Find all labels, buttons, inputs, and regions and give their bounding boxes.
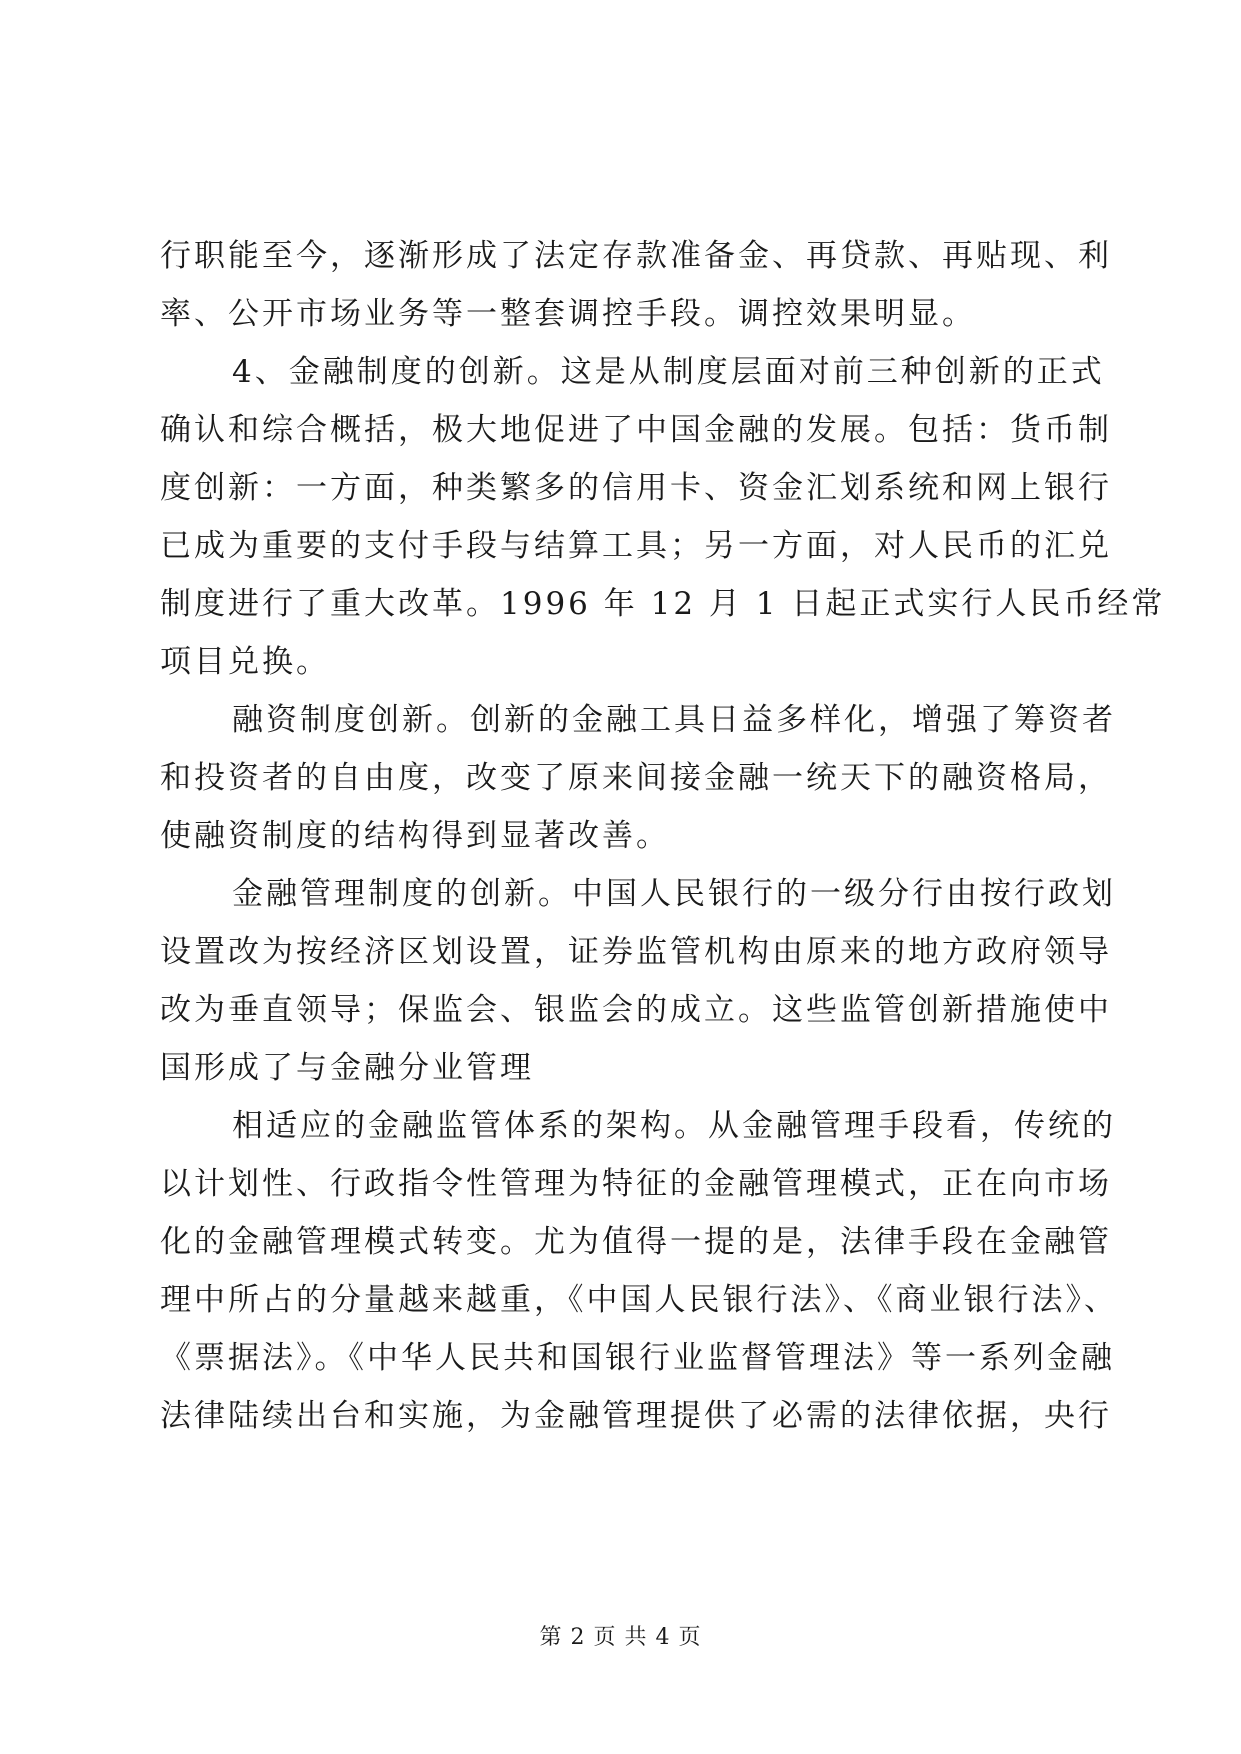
text-line: 以计划性、行政指令性管理为特征的金融管理模式，正在向市场 [160,1166,1112,1202]
text-line: 使融资制度的结构得到显著改善。 [160,818,670,854]
text-line: 度创新：一方面，种类繁多的信用卡、资金汇划系统和网上银行 [160,470,1112,506]
paragraph-start-line: 相适应的金融监管体系的架构。从金融管理手段看，传统的 [232,1108,1116,1144]
paragraph-start-line: 金融管理制度的创新。中国人民银行的一级分行由按行政划 [232,876,1116,912]
page-footer: 第 2 页 共 4 页 [539,1625,702,1650]
text-line: 《票据法》。《中华人民共和国银行业监督管理法》等一系列金融 [160,1340,1115,1376]
text-line: 行职能至今，逐渐形成了法定存款准备金、再贷款、再贴现、利 [160,238,1112,274]
text-line: 设置改为按经济区划设置，证券监管机构由原来的地方政府领导 [160,934,1112,970]
text-line: 理中所占的分量越来越重，《中国人民银行法》、《商业银行法》、 [160,1282,1118,1318]
text-line: 法律陆续出台和实施，为金融管理提供了必需的法律依据，央行 [160,1398,1112,1434]
paragraph-start-line: 4、金融制度的创新。这是从制度层面对前三种创新的正式 [232,354,1105,390]
text-line: 率、公开市场业务等一整套调控手段。调控效果明显。 [160,296,976,332]
paragraph-start-line: 融资制度创新。创新的金融工具日益多样化，增强了筹资者 [232,702,1116,738]
document-body [160,227,1166,1445]
text-line: 项目兑换。 [160,644,330,680]
text-line: 改为垂直领导；保监会、银监会的成立。这些监管创新措施使中 [160,992,1112,1028]
text-line: 化的金融管理模式转变。尤为值得一提的是，法律手段在金融管 [160,1224,1112,1260]
text-line: 国形成了与金融分业管理 [160,1050,534,1086]
text-line: 已成为重要的支付手段与结算工具；另一方面，对人民币的汇兑 [160,528,1112,564]
text-line: 和投资者的自由度，改变了原来间接金融一统天下的融资格局， [160,760,1112,796]
text-line: 确认和综合概括，极大地促进了中国金融的发展。包括：货币制 [160,412,1112,448]
text-line: 制度进行了重大改革。1996 年 12 月 1 日起正式实行人民币经常 [160,586,1166,622]
